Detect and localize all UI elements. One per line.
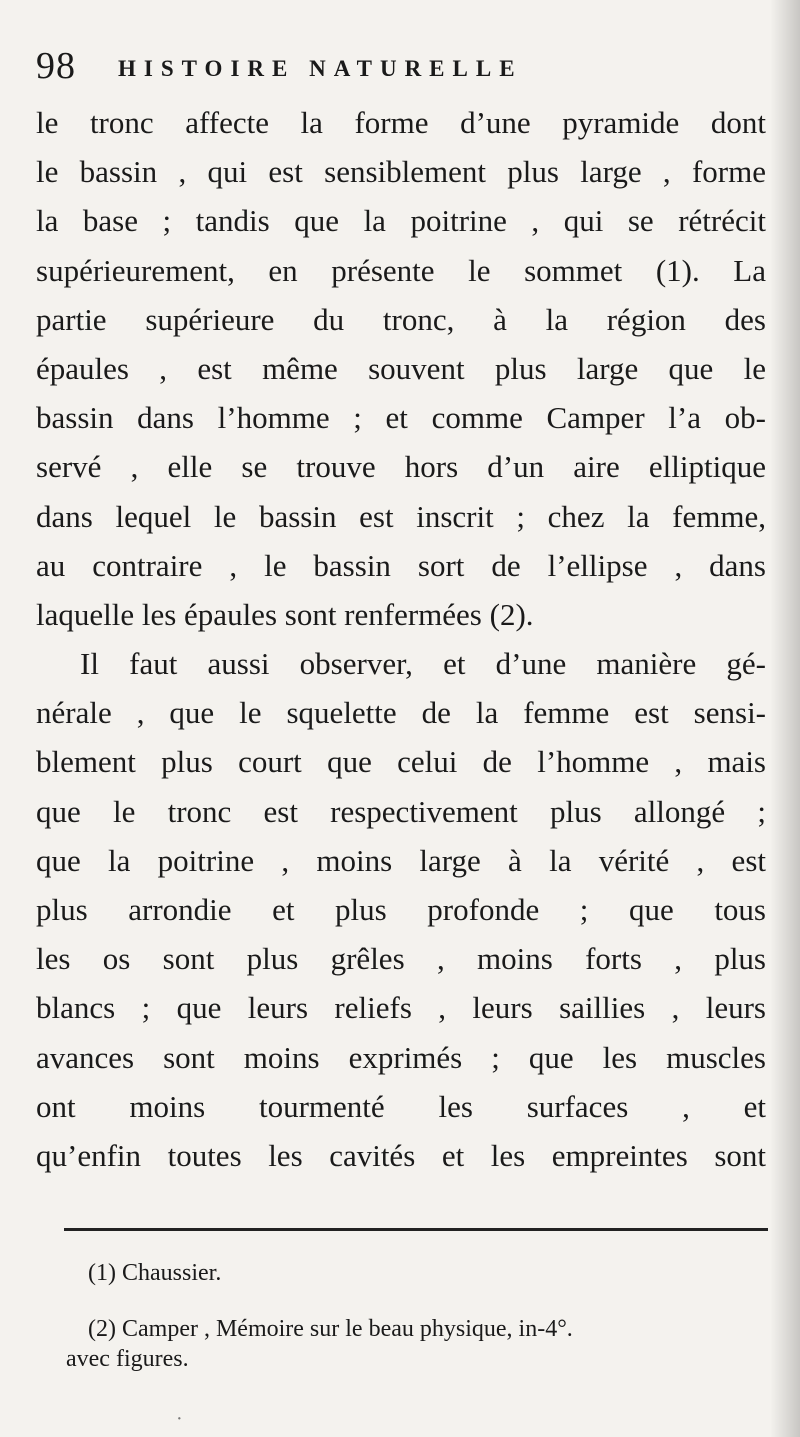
page-number: 98	[36, 45, 76, 87]
page-edge-shadow	[770, 0, 800, 1437]
text-line: supérieurement, en présente le sommet (1). La	[36, 252, 766, 288]
text-line: plus arrondie et plus profonde ; que tous	[36, 892, 766, 927]
text-line: laquelle les épaules sont renfermées (2).	[36, 596, 534, 632]
footnote-2: (2) Camper , Mémoire sur le beau physique, in-4°.	[88, 1316, 573, 1342]
text-line: avances sont moins exprimés ; que les muscles	[36, 1039, 766, 1075]
text-line: épaules , est même souvent plus large que le	[36, 350, 766, 386]
footnote-1: (1) Chaussier.	[88, 1260, 222, 1286]
footnotes	[66, 1258, 778, 1374]
text-line: bassin dans l’homme ; et comme Camper l’a ob-	[36, 400, 766, 436]
text-line: blement plus court que celui de l’homme , mais	[36, 744, 766, 780]
page-header	[36, 44, 686, 94]
text-line: partie supérieure du tronc, à la région des	[36, 301, 766, 337]
bottom-mark: ·	[176, 1408, 183, 1430]
text-line: blancs ; que leurs reliefs , leurs saillies , leurs	[36, 990, 766, 1026]
text-line: que la poitrine , moins large à la vérité , est	[36, 842, 766, 878]
text-line: nérale , que le squelette de la femme est sensi-	[36, 695, 766, 731]
text-line: le bassin , qui est sensiblement plus large , forme	[36, 154, 766, 190]
footnote-rule	[64, 1228, 768, 1231]
text-line: dans lequel le bassin est inscrit ; chez la femme,	[36, 498, 766, 534]
text-line: la base ; tandis que la poitrine , qui se rétrécit	[36, 203, 766, 239]
text-line: servé , elle se trouve hors d’un aire elliptique	[36, 449, 766, 485]
text-line: Il faut aussi observer, et d’une manière gé-	[80, 646, 766, 682]
text-line: les os sont plus grêles , moins forts , plus	[36, 941, 766, 977]
text-line: ont moins tourmenté les surfaces , et	[36, 1088, 766, 1124]
body-text	[36, 98, 766, 1180]
running-title: HISTOIRE NATURELLE	[118, 56, 523, 81]
text-line: le tronc affecte la forme d’une pyramide dont	[36, 105, 766, 140]
text-line: qu’enfin toutes les cavités et les empreintes sont	[36, 1137, 766, 1173]
text-line: au contraire , le bassin sort de l’ellipse , dans	[36, 547, 766, 583]
text-line: que le tronc est respectivement plus allongé ;	[36, 793, 766, 829]
footnote-2-continuation: avec figures.	[66, 1346, 189, 1372]
